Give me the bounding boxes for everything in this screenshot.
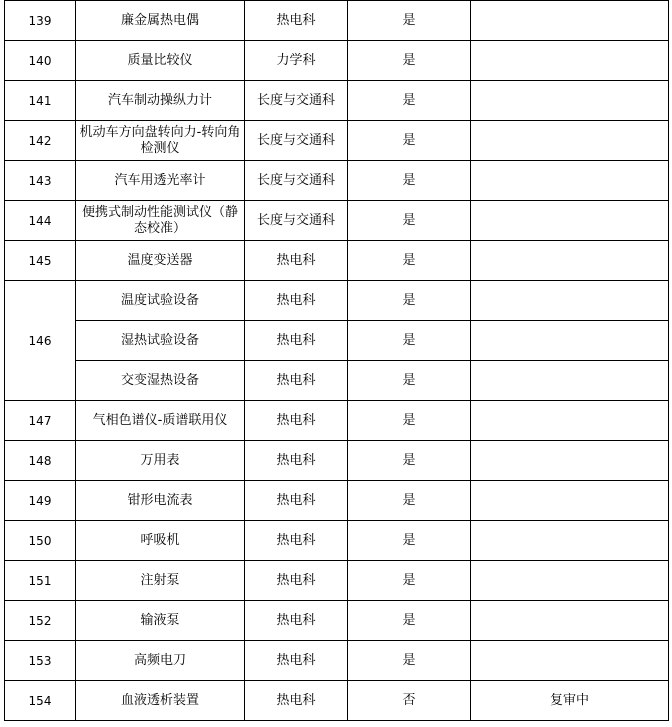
note-cell [471,561,669,601]
department: 热电科 [245,481,348,521]
row-number: 149 [5,481,76,521]
note-cell [471,361,669,401]
instrument-name: 便携式制动性能测试仪（静态校准） [76,201,245,241]
note-cell [471,161,669,201]
department: 热电科 [245,321,348,361]
department: 热电科 [245,681,348,721]
status-cell: 是 [348,241,471,281]
status-cell: 是 [348,441,471,481]
department: 热电科 [245,561,348,601]
table-row [5,241,669,281]
table-row [5,401,669,441]
department: 长度与交通科 [245,81,348,121]
row-number: 145 [5,241,76,281]
instrument-name: 汽车用透光率计 [76,161,245,201]
table-row [5,361,669,401]
row-number: 151 [5,561,76,601]
row-number: 143 [5,161,76,201]
note-cell [471,281,669,321]
row-number: 140 [5,41,76,81]
table-row [5,321,669,361]
row-number: 148 [5,441,76,481]
row-number: 142 [5,121,76,161]
note-cell [471,41,669,81]
status-cell: 是 [348,201,471,241]
status-cell: 是 [348,521,471,561]
row-number: 153 [5,641,76,681]
table-row [5,561,669,601]
status-cell: 是 [348,601,471,641]
note-cell [471,441,669,481]
note-cell [471,641,669,681]
instrument-table-container [4,0,668,721]
instrument-name: 汽车制动操纵力计 [76,81,245,121]
instrument-name: 万用表 [76,441,245,481]
row-number: 141 [5,81,76,121]
department: 热电科 [245,401,348,441]
note-cell [471,121,669,161]
instrument-name: 气相色谱仪-质谱联用仪 [76,401,245,441]
instrument-name: 血液透析装置 [76,681,245,721]
row-number: 150 [5,521,76,561]
instrument-table [4,0,669,721]
status-cell: 是 [348,321,471,361]
note-cell: 复审中 [471,681,669,721]
table-row [5,81,669,121]
department: 热电科 [245,521,348,561]
department: 热电科 [245,441,348,481]
table-row [5,601,669,641]
instrument-name: 廉金属热电偶 [76,1,245,41]
row-number: 147 [5,401,76,441]
instrument-name: 注射泵 [76,561,245,601]
note-cell [471,401,669,441]
instrument-name: 温度试验设备 [76,281,245,321]
instrument-name: 钳形电流表 [76,481,245,521]
note-cell [471,1,669,41]
table-row [5,201,669,241]
table-row [5,521,669,561]
row-number: 146 [5,281,76,401]
status-cell: 是 [348,81,471,121]
row-number: 139 [5,1,76,41]
department: 长度与交通科 [245,161,348,201]
note-cell [471,481,669,521]
status-cell: 是 [348,401,471,441]
instrument-name: 交变湿热设备 [76,361,245,401]
note-cell [471,201,669,241]
status-cell: 是 [348,481,471,521]
table-row [5,681,669,721]
table-row [5,121,669,161]
department: 热电科 [245,241,348,281]
status-cell: 是 [348,161,471,201]
status-cell: 是 [348,1,471,41]
department: 热电科 [245,601,348,641]
status-cell: 是 [348,361,471,401]
row-number: 152 [5,601,76,641]
status-cell: 是 [348,281,471,321]
department: 长度与交通科 [245,201,348,241]
department: 长度与交通科 [245,121,348,161]
instrument-name: 呼吸机 [76,521,245,561]
department: 热电科 [245,641,348,681]
note-cell [471,521,669,561]
table-row [5,41,669,81]
note-cell [471,601,669,641]
instrument-name: 湿热试验设备 [76,321,245,361]
status-cell: 是 [348,641,471,681]
status-cell: 是 [348,121,471,161]
row-number: 154 [5,681,76,721]
table-row [5,641,669,681]
note-cell [471,81,669,121]
instrument-name: 高频电刀 [76,641,245,681]
instrument-name: 机动车方向盘转向力-转向角检测仪 [76,121,245,161]
instrument-name: 质量比较仪 [76,41,245,81]
table-row [5,441,669,481]
table-row [5,1,669,41]
table-row [5,161,669,201]
table-row [5,281,669,321]
table-row [5,481,669,521]
row-number: 144 [5,201,76,241]
note-cell [471,241,669,281]
department: 热电科 [245,1,348,41]
note-cell [471,321,669,361]
instrument-name: 输液泵 [76,601,245,641]
department: 力学科 [245,41,348,81]
status-cell: 是 [348,561,471,601]
instrument-name: 温度变送器 [76,241,245,281]
department: 热电科 [245,281,348,321]
status-cell: 否 [348,681,471,721]
department: 热电科 [245,361,348,401]
status-cell: 是 [348,41,471,81]
